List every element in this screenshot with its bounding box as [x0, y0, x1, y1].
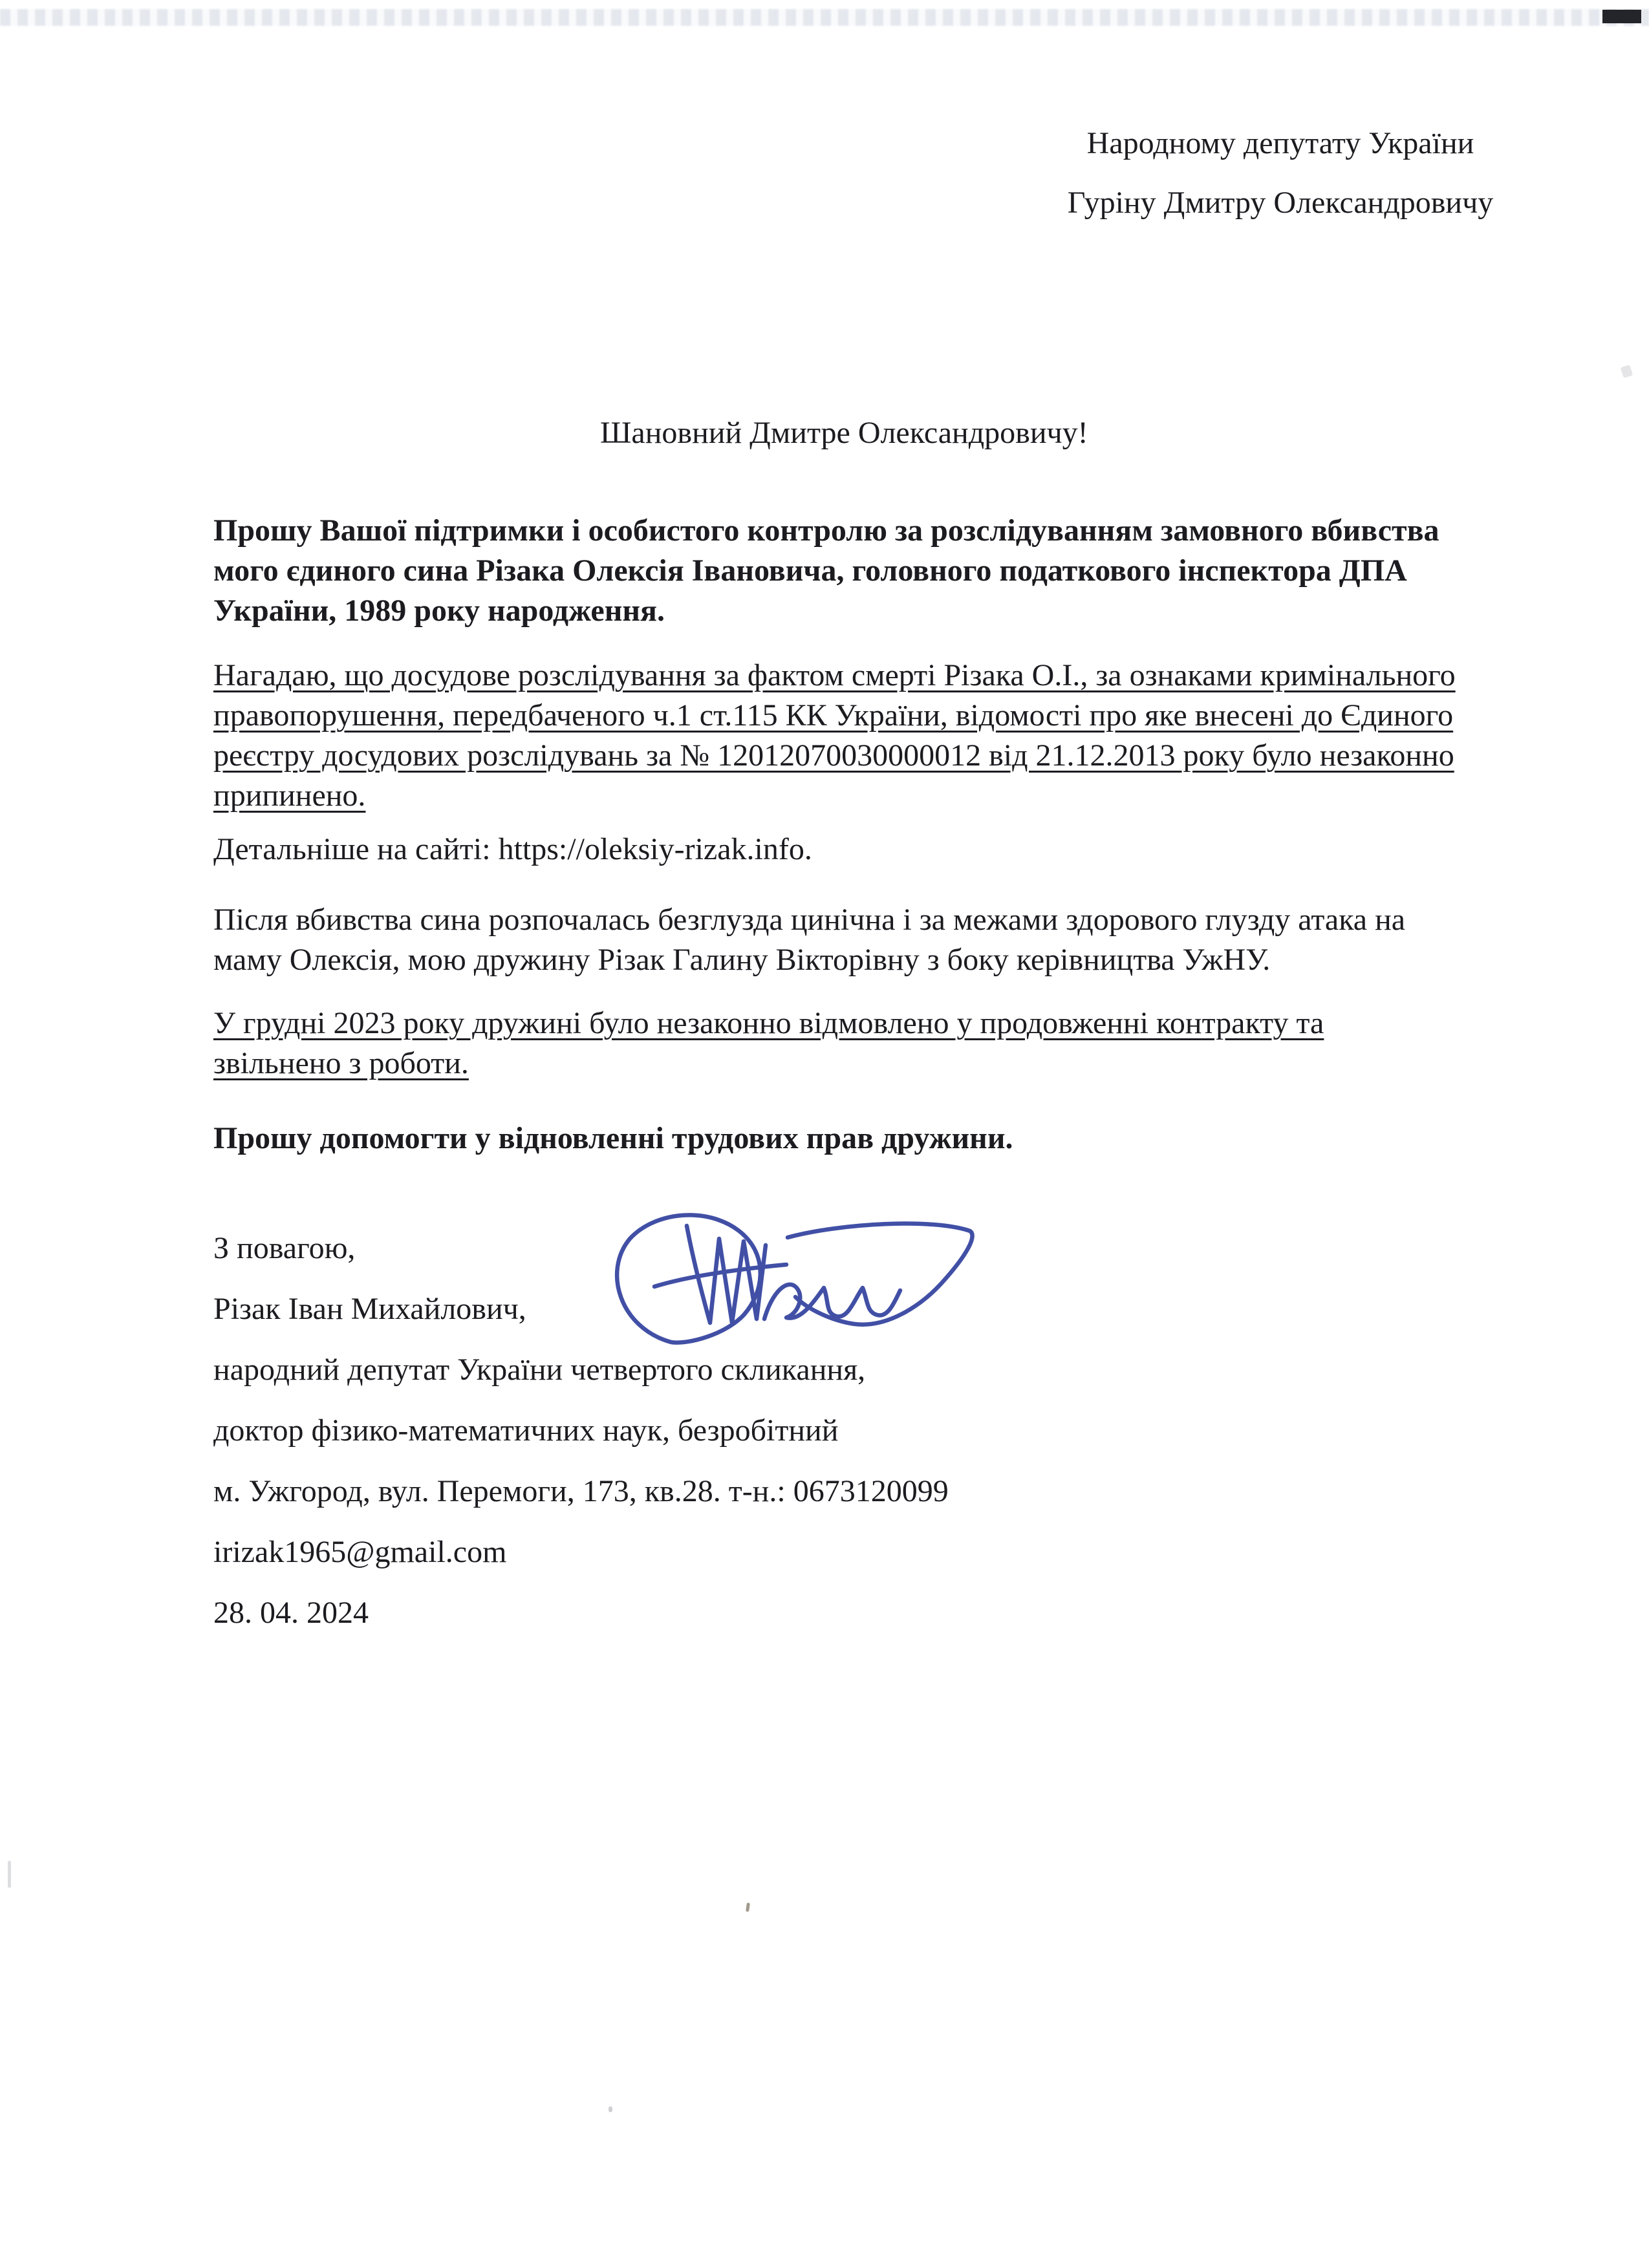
- closing-date: 28. 04. 2024: [213, 1596, 369, 1630]
- closing-title-deputy: народний депутат України четвертого скликання,: [213, 1353, 866, 1387]
- closing-name: Різак Іван Михайлович,: [213, 1292, 526, 1326]
- paragraph-line: припинено.: [213, 778, 366, 813]
- paragraph-line: України, 1989 року народження.: [213, 594, 665, 628]
- paragraph-line: Прошу допомогти у відновленні трудових прав дружини.: [213, 1121, 1013, 1155]
- scan-noise-band: [0, 9, 1649, 26]
- closing-email: irizak1965@gmail.com: [213, 1535, 507, 1569]
- handwritten-signature: [595, 1201, 996, 1350]
- paragraph-line: У грудні 2023 року дружині було незаконно відмовлено у продовженні контракту та: [213, 1006, 1324, 1040]
- scan-speck: [746, 1903, 750, 1912]
- recipient-block: [1006, 114, 1555, 233]
- website-url-text: Детальніше на сайті: https://oleksiy-rizak.info.: [213, 832, 812, 866]
- paragraph-attack-on-wife: [213, 900, 1405, 980]
- paragraph-line: Після вбивства сина розпочалась безглузда цинічна і за межами здорового глузду атака на: [213, 903, 1406, 937]
- paragraph-line: звільнено з роботи.: [213, 1046, 469, 1080]
- closing-address-phone: м. Ужгород, вул. Перемоги, 173, кв.28. т-н.: 0673120099: [213, 1474, 949, 1508]
- salutation: Шановний Дмитре Олександровичу!: [600, 416, 1088, 450]
- scan-speck: [1621, 365, 1633, 378]
- paragraph-line: мого єдиного сина Різака Олексія Івановича, головного податкового інспектора ДПА: [213, 553, 1407, 588]
- paragraph-request-help: [213, 1118, 1013, 1159]
- paragraph-line: маму Олексія, мою дружину Різак Галину Вікторівну з боку керівництва УжНУ.: [213, 943, 1271, 977]
- paragraph-line: Прошу Вашої підтримки і особистого контролю за розслідуванням замовного вбивства: [213, 513, 1439, 548]
- paragraph-contract-terminated: [213, 1003, 1324, 1084]
- recipient-line-1: Народному депутату України: [1086, 126, 1474, 160]
- signature-svg: [595, 1201, 996, 1350]
- scan-black-bar-artifact: [1602, 10, 1641, 23]
- closing-title-doctor: доктор фізико-математичних наук, безробітний: [213, 1413, 839, 1448]
- scan-speck: [8, 1861, 11, 1888]
- paragraph-line: Нагадаю, що досудове розслідування за фактом смерті Різака О.І., за ознаками кримінального: [213, 658, 1456, 692]
- paragraph-line: реєстру досудових розслідувань за № 12012070030000012 від 21.12.2013 року було незаконно: [213, 738, 1454, 773]
- paragraph-request-support: [213, 511, 1439, 631]
- scan-speck: [609, 2106, 612, 2112]
- paragraph-investigation-closed: [213, 656, 1456, 816]
- closing-regards: З повагою,: [213, 1231, 356, 1265]
- paragraph-line: правопорушення, передбаченого ч.1 ст.115 КК України, відомості про яке внесені до Єдиного: [213, 698, 1454, 733]
- recipient-line-2: Гуріну Дмитру Олександровичу: [1067, 186, 1494, 220]
- paragraph-website: [213, 829, 812, 870]
